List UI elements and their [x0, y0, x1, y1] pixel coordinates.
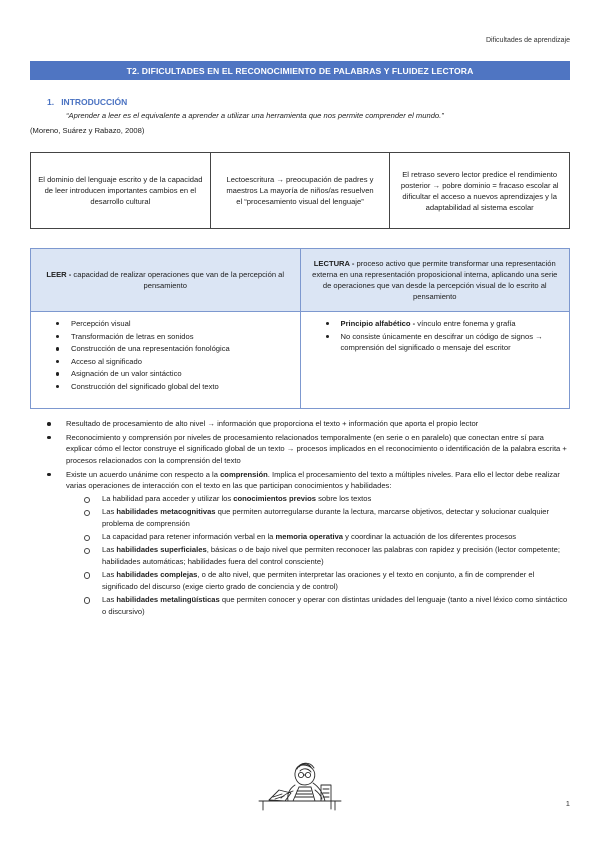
sub-text: La habilidad para acceder y utilizar los — [102, 494, 234, 504]
sub-text: Las — [102, 594, 117, 604]
table-header-row — [31, 249, 569, 312]
summary-box-1: El dominio del lenguaje escrito y de la capacidad de leer introducen importantes cambios en el desarrollo cultural — [31, 153, 211, 228]
leer-lectura-table — [30, 248, 570, 409]
table-body-row — [31, 312, 569, 408]
list-item: Percepción visual — [53, 318, 292, 329]
lectura-notes-cell — [301, 312, 570, 408]
leer-term: LEER - — [46, 270, 72, 279]
bullet-text: . Implica el procesamiento del texto a múltiples niveles. Para ello el lector debe realizar varias operaciones de interacción con el texto en las que participan conocimientos y habilidades: — [66, 469, 560, 491]
leer-definition-cell — [31, 249, 301, 311]
sub-text: y coordinar la actuación de los diferentes procesos — [343, 532, 517, 542]
lectura-definition-cell — [301, 249, 570, 311]
principio-definition: vínculo entre fonema y grafía — [415, 319, 516, 328]
section-heading — [47, 97, 127, 107]
list-item — [66, 544, 570, 568]
summary-box-3: El retraso severo lector predice el rendimiento posterior → pobre dominio = fracaso escolar al dificultar el acceso a nuevos aprendizajes y la adaptabilidad al sistema escolar — [400, 169, 559, 212]
sub-text: Las — [102, 507, 117, 517]
sub-emphasis: habilidades metalingüísticas — [116, 594, 220, 604]
summary-boxes — [30, 152, 570, 229]
list-item — [323, 318, 562, 329]
principio-term: Principio alfabético - — [340, 319, 416, 328]
sub-emphasis: habilidades complejas — [116, 569, 198, 579]
sub-text: Las — [102, 569, 117, 579]
sub-text: , básicas o de bajo nivel que permiten reconocer las palabras con rapidez y precisión (lector competente; habilidades automáticas; habilidades fuera del control consciente) — [102, 545, 560, 566]
section-number: 1. — [47, 97, 55, 107]
sub-emphasis: memoria operativa — [275, 532, 344, 542]
list-item: Reconocimiento y comprensión por niveles de procesamiento relacionados temporalmente (en serie o en paralelo) que conectan entre sí para explicar cómo el lector construye el significado global de un texto → procesos implicados en el reconocimiento o identificación de la palabra escrita + procesos relacionados con la comprensión del texto — [30, 432, 570, 467]
page-number: 1 — [565, 799, 570, 808]
sub-text: Las — [102, 545, 117, 555]
quote-citation: (Moreno, Suárez y Rabazo, 2008) — [30, 126, 145, 135]
skills-sublist — [66, 493, 570, 617]
main-bullet-list — [30, 418, 570, 619]
list-item: Acceso al significado — [53, 356, 292, 367]
sub-text: que permiten autorregularse durante la lectura, marcarse objetivos, detectar y solucionar cualquier problema de comprensión — [102, 507, 549, 529]
lectura-definition: proceso activo que permite transformar una representación externa en una representación proposicional interna, aplicando una serie de operaciones que van desde la percepción visual de lo escrito al pensamiento — [312, 259, 558, 301]
list-item — [30, 469, 570, 618]
lectura-notes-list — [323, 318, 562, 353]
sub-text: , o de alto nivel, que permiten interpretar las oraciones y el texto en conjunto, a fin de comprender el significado del discurso (exige cierto grado de conciencia y de control) — [102, 569, 535, 591]
chapter-title-bar — [30, 61, 570, 80]
leer-operations-list — [53, 318, 292, 392]
list-item — [66, 594, 570, 618]
bullet-emphasis: comprensión — [220, 469, 268, 479]
list-item: No consiste únicamente en descifrar un código de signos → comprensión del significado o mensaje del escritor — [323, 331, 562, 353]
list-item: Construcción del significado global del texto — [53, 381, 292, 392]
sub-emphasis: habilidades metacognitivas — [116, 507, 216, 517]
list-item — [66, 531, 570, 543]
summary-box-2 — [211, 153, 391, 228]
list-item: Transformación de letras en sonidos — [53, 331, 292, 342]
sub-text: que permiten conocer y operar con distintas unidades del lenguaje (tanto a nivel léxico como sintáctico o discursivo) — [102, 594, 568, 616]
lectura-term: LECTURA - — [313, 259, 355, 268]
list-item — [66, 506, 570, 530]
leer-definition: capacidad de realizar operaciones que van de la percepción al pensamiento — [71, 270, 285, 290]
summary-box-2-text: Lectoescritura → preocupación de padres y maestros La mayoría de niños/as resuelven el “procesamiento visual del lenguaje” — [226, 175, 374, 206]
bullet-text: Existe un acuerdo unánime con respecto a la — [66, 469, 221, 479]
running-header: Dificultades de aprendizaje — [485, 37, 570, 44]
sub-emphasis: conocimientos previos — [233, 494, 316, 504]
sub-text: sobre los textos — [316, 494, 372, 504]
list-item: Construcción de una representación fonológica — [53, 343, 292, 354]
chapter-title: T2. DIFICULTADES EN EL RECONOCIMIENTO DE PALABRAS Y FLUIDEZ LECTORA — [126, 65, 474, 76]
list-item — [66, 569, 570, 593]
sub-emphasis: habilidades superficiales — [116, 545, 207, 555]
child-reading-illustration — [255, 757, 349, 811]
intro-quote: “Aprender a leer es el equivalente a aprender a utilizar una herramienta que nos permite comprender el mundo.” — [66, 111, 444, 120]
section-name: INTRODUCCIÓN — [61, 97, 128, 107]
list-item: Resultado de procesamiento de alto nivel → información que proporciona el texto + información que aporta el propio lector — [30, 418, 570, 430]
leer-operations-cell — [31, 312, 301, 408]
list-item — [66, 493, 570, 505]
sub-text: La capacidad para retener información verbal en la — [102, 532, 276, 542]
list-item: Asignación de un valor sintáctico — [53, 368, 292, 379]
